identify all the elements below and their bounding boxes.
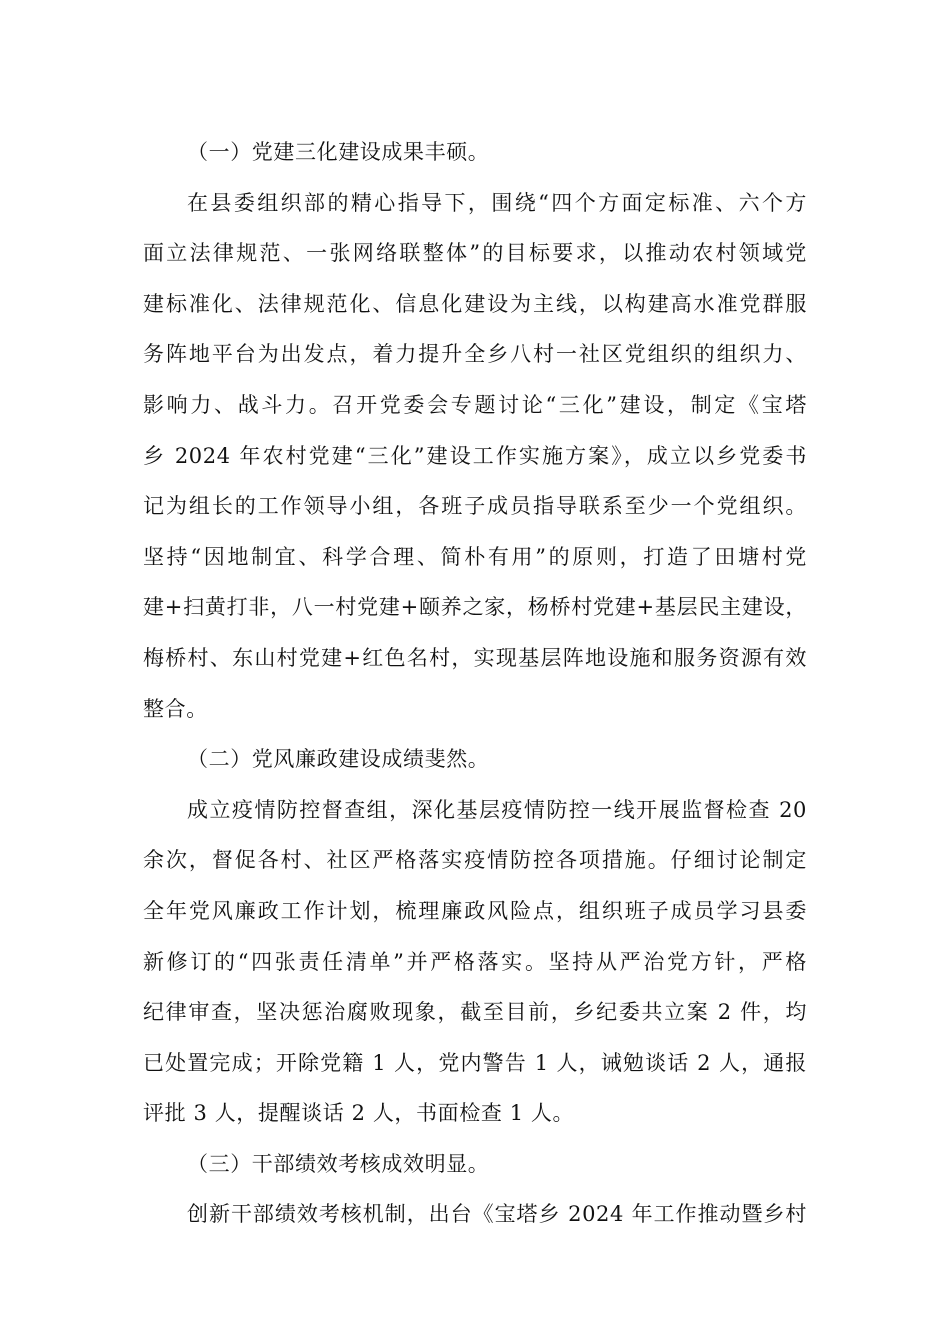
paragraph-line: 创新干部绩效考核机制，出台《宝塔乡 2024 年工作推动暨乡村 <box>187 1202 807 1227</box>
paragraph-line: 成立疫情防控督查组，深化基层疫情防控一线开展监督检查 20 <box>187 797 807 822</box>
paragraph-line: 梅桥村、东山村党建+红色名村，实现基层阵地设施和服务资源有效 <box>143 645 807 670</box>
section-paragraph-1 <box>143 178 807 735</box>
paragraph-line: 面立法律规范、一张网络联整体”的目标要求，以推动农村领域党 <box>143 241 807 266</box>
paragraph-line: 纪律审查，坚决惩治腐败现象，截至目前，乡纪委共立案 2 件，均 <box>143 1000 807 1025</box>
section-heading-1: （一）党建三化建设成果丰硕。 <box>187 140 490 164</box>
paragraph-line: 记为组长的工作领导小组，各班子成员指导联系至少一个党组织。 <box>143 494 807 519</box>
paragraph-line: 坚持“因地制宜、科学合理、简朴有用”的原则，打造了田塘村党 <box>143 544 807 569</box>
paragraph-line: 评批 3 人，提醒谈话 2 人，书面检查 1 人。 <box>143 1101 575 1126</box>
section-paragraph-2 <box>143 785 807 1139</box>
paragraph-line: 建+扫黄打非，八一村党建+颐养之家，杨桥村党建+基层民主建设， <box>143 595 807 620</box>
paragraph-line: 在县委组织部的精心指导下，围绕“四个方面定标准、六个方 <box>187 190 807 215</box>
document-body <box>143 127 807 1240</box>
paragraph-line: 全年党风廉政工作计划，梳理廉政风险点，组织班子成员学习县委 <box>143 898 807 923</box>
paragraph-line: 已处置完成；开除党籍 1 人，党内警告 1 人，诫勉谈话 2 人，通报 <box>143 1050 807 1075</box>
section-paragraph-3 <box>143 1189 807 1240</box>
section-heading-2: （二）党风廉政建设成绩斐然。 <box>187 747 490 772</box>
paragraph-line: 整合。 <box>143 696 208 721</box>
paragraph-line: 乡 2024 年农村党建“三化”建设工作实施方案》，成立以乡党委书 <box>143 443 807 468</box>
paragraph-line: 新修订的“四张责任清单”并严格落实。坚持从严治党方针，严格 <box>143 949 807 974</box>
paragraph-line: 务阵地平台为出发点，着力提升全乡八村一社区党组织的组织力、 <box>143 342 807 367</box>
paragraph-line: 建标准化、法律规范化、信息化建设为主线，以构建高水准党群服 <box>143 291 807 316</box>
section-heading-3: （三）干部绩效考核成效明显。 <box>187 1151 490 1176</box>
paragraph-line: 影响力、战斗力。召开党委会专题讨论“三化”建设，制定《宝塔 <box>143 392 807 417</box>
paragraph-line: 余次，督促各村、社区严格落实疫情防控各项措施。仔细讨论制定 <box>143 848 807 873</box>
